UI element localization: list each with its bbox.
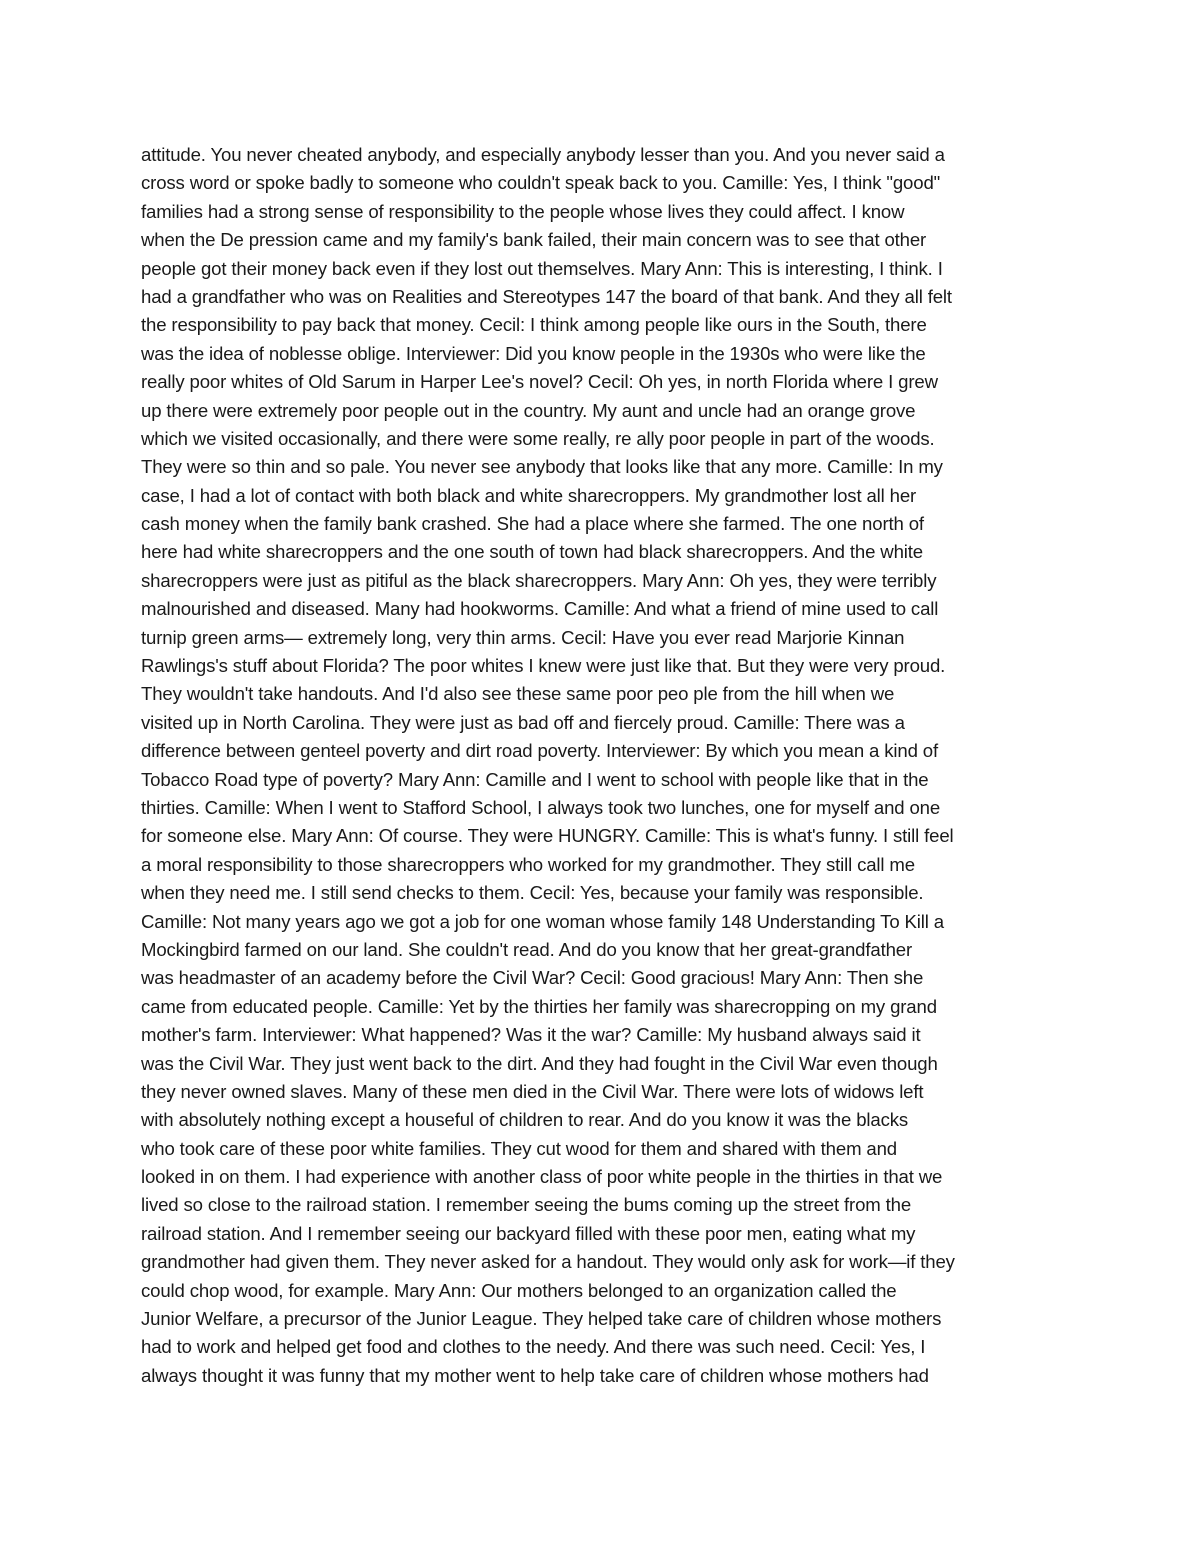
- text-line: who took care of these poor white families. They cut wood for them and shared with them and: [141, 1137, 897, 1159]
- text-line: lived so close to the railroad station. I remember seeing the bums coming up the street from the: [141, 1194, 912, 1216]
- text-line: sharecroppers were just as pitiful as the black sharecroppers. Mary Ann: Oh yes, they were terribly: [141, 569, 937, 591]
- text-line: attitude. You never cheated anybody, and especially anybody lesser than you. And you never said a: [141, 144, 945, 165]
- body-text: [141, 141, 1071, 1390]
- text-line: mother's farm. Interviewer: What happened? Was it the war? Camille: My husband always said it: [141, 1024, 921, 1046]
- text-line: They were so thin and so pale. You never see anybody that looks like that any more. Camille: In my: [141, 456, 943, 478]
- text-line: they never owned slaves. Many of these men died in the Civil War. There were lots of widows left: [141, 1080, 924, 1102]
- text-line: Tobacco Road type of poverty? Mary Ann: Camille and I went to school with people like that in the: [141, 768, 929, 790]
- text-line: Rawlings's stuff about Florida? The poor whites I knew were just like that. But they were very proud.: [141, 655, 946, 677]
- text-line: families had a strong sense of responsibility to the people whose lives they could affect. I know: [141, 200, 905, 222]
- text-line: was headmaster of an academy before the Civil War? Cecil: Good gracious! Mary Ann: Then she: [141, 967, 924, 989]
- text-line: a moral responsibility to those sharecroppers who worked for my grandmother. They still call me: [141, 853, 915, 875]
- text-line: really poor whites of Old Sarum in Harper Lee's novel? Cecil: Oh yes, in north Florida where I grew: [141, 371, 938, 393]
- text-line: Camille: Not many years ago we got a job for one woman whose family 148 Understanding To Kill a: [141, 910, 944, 932]
- text-line: malnourished and diseased. Many had hookworms. Camille: And what a friend of mine used to call: [141, 598, 939, 620]
- text-line: always thought it was funny that my mother went to help take care of children whose mothers had: [141, 1364, 929, 1386]
- text-line: had a grandfather who was on Realities and Stereotypes 147 the board of that bank. And they all felt: [141, 285, 952, 307]
- text-line: people got their money back even if they lost out themselves. Mary Ann: This is interesting, I think. I: [141, 257, 943, 279]
- text-line: was the idea of noblesse oblige. Interviewer: Did you know people in the 1930s who were like the: [141, 342, 926, 364]
- text-line: when they need me. I still send checks to them. Cecil: Yes, because your family was responsible.: [141, 882, 924, 904]
- text-line: cross word or spoke badly to someone who couldn't speak back to you. Camille: Yes, I think "good": [141, 172, 941, 194]
- text-line: They wouldn't take handouts. And I'd also see these same poor peo ple from the hill when we: [141, 683, 895, 705]
- text-line: with absolutely nothing except a houseful of children to rear. And do you know it was the blacks: [141, 1109, 909, 1131]
- text-line: grandmother had given them. They never asked for a handout. They would only ask for work—if they: [141, 1251, 955, 1273]
- text-line: which we visited occasionally, and there were some really, re ally poor people in part of the woods.: [141, 427, 935, 449]
- text-line: difference between genteel poverty and dirt road poverty. Interviewer: By which you mean a kind of: [141, 740, 938, 762]
- text-line: case, I had a lot of contact with both black and white sharecroppers. My grandmother lost all her: [141, 484, 917, 506]
- text-line: could chop wood, for example. Mary Ann: Our mothers belonged to an organization called the: [141, 1279, 897, 1301]
- text-line: had to work and helped get food and clothes to the needy. And there was such need. Cecil: Yes, I: [141, 1336, 926, 1358]
- text-line: Mockingbird farmed on our land. She couldn't read. And do you know that her great-grandfather: [141, 938, 913, 960]
- text-line: when the De pression came and my family's bank failed, their main concern was to see that other: [141, 229, 927, 251]
- text-line: thirties. Camille: When I went to Stafford School, I always took two lunches, one for myself and one: [141, 796, 941, 818]
- text-line: up there were extremely poor people out in the country. My aunt and uncle had an orange grove: [141, 399, 916, 421]
- text-line: railroad station. And I remember seeing our backyard filled with these poor men, eating what my: [141, 1222, 916, 1244]
- text-line: cash money when the family bank crashed. She had a place where she farmed. The one north of: [141, 513, 924, 535]
- text-line: came from educated people. Camille: Yet by the thirties her family was sharecropping on my grand: [141, 995, 937, 1017]
- text-line: here had white sharecroppers and the one south of town had black sharecroppers. And the white: [141, 541, 923, 563]
- text-line: the responsibility to pay back that money. Cecil: I think among people like ours in the South, there: [141, 314, 927, 336]
- text-line: visited up in North Carolina. They were just as bad off and fiercely proud. Camille: There was a: [141, 711, 905, 733]
- text-line: was the Civil War. They just went back to the dirt. And they had fought in the Civil War even though: [141, 1052, 938, 1074]
- text-line: for someone else. Mary Ann: Of course. They were HUNGRY. Camille: This is what's funny. I still feel: [141, 825, 954, 847]
- text-line: Junior Welfare, a precursor of the Junior League. They helped take care of children whose mothers: [141, 1308, 942, 1330]
- text-line: looked in on them. I had experience with another class of poor white people in the thirties in that we: [141, 1166, 943, 1188]
- text-line: turnip green arms— extremely long, very thin arms. Cecil: Have you ever read Marjorie Kinnan: [141, 626, 905, 648]
